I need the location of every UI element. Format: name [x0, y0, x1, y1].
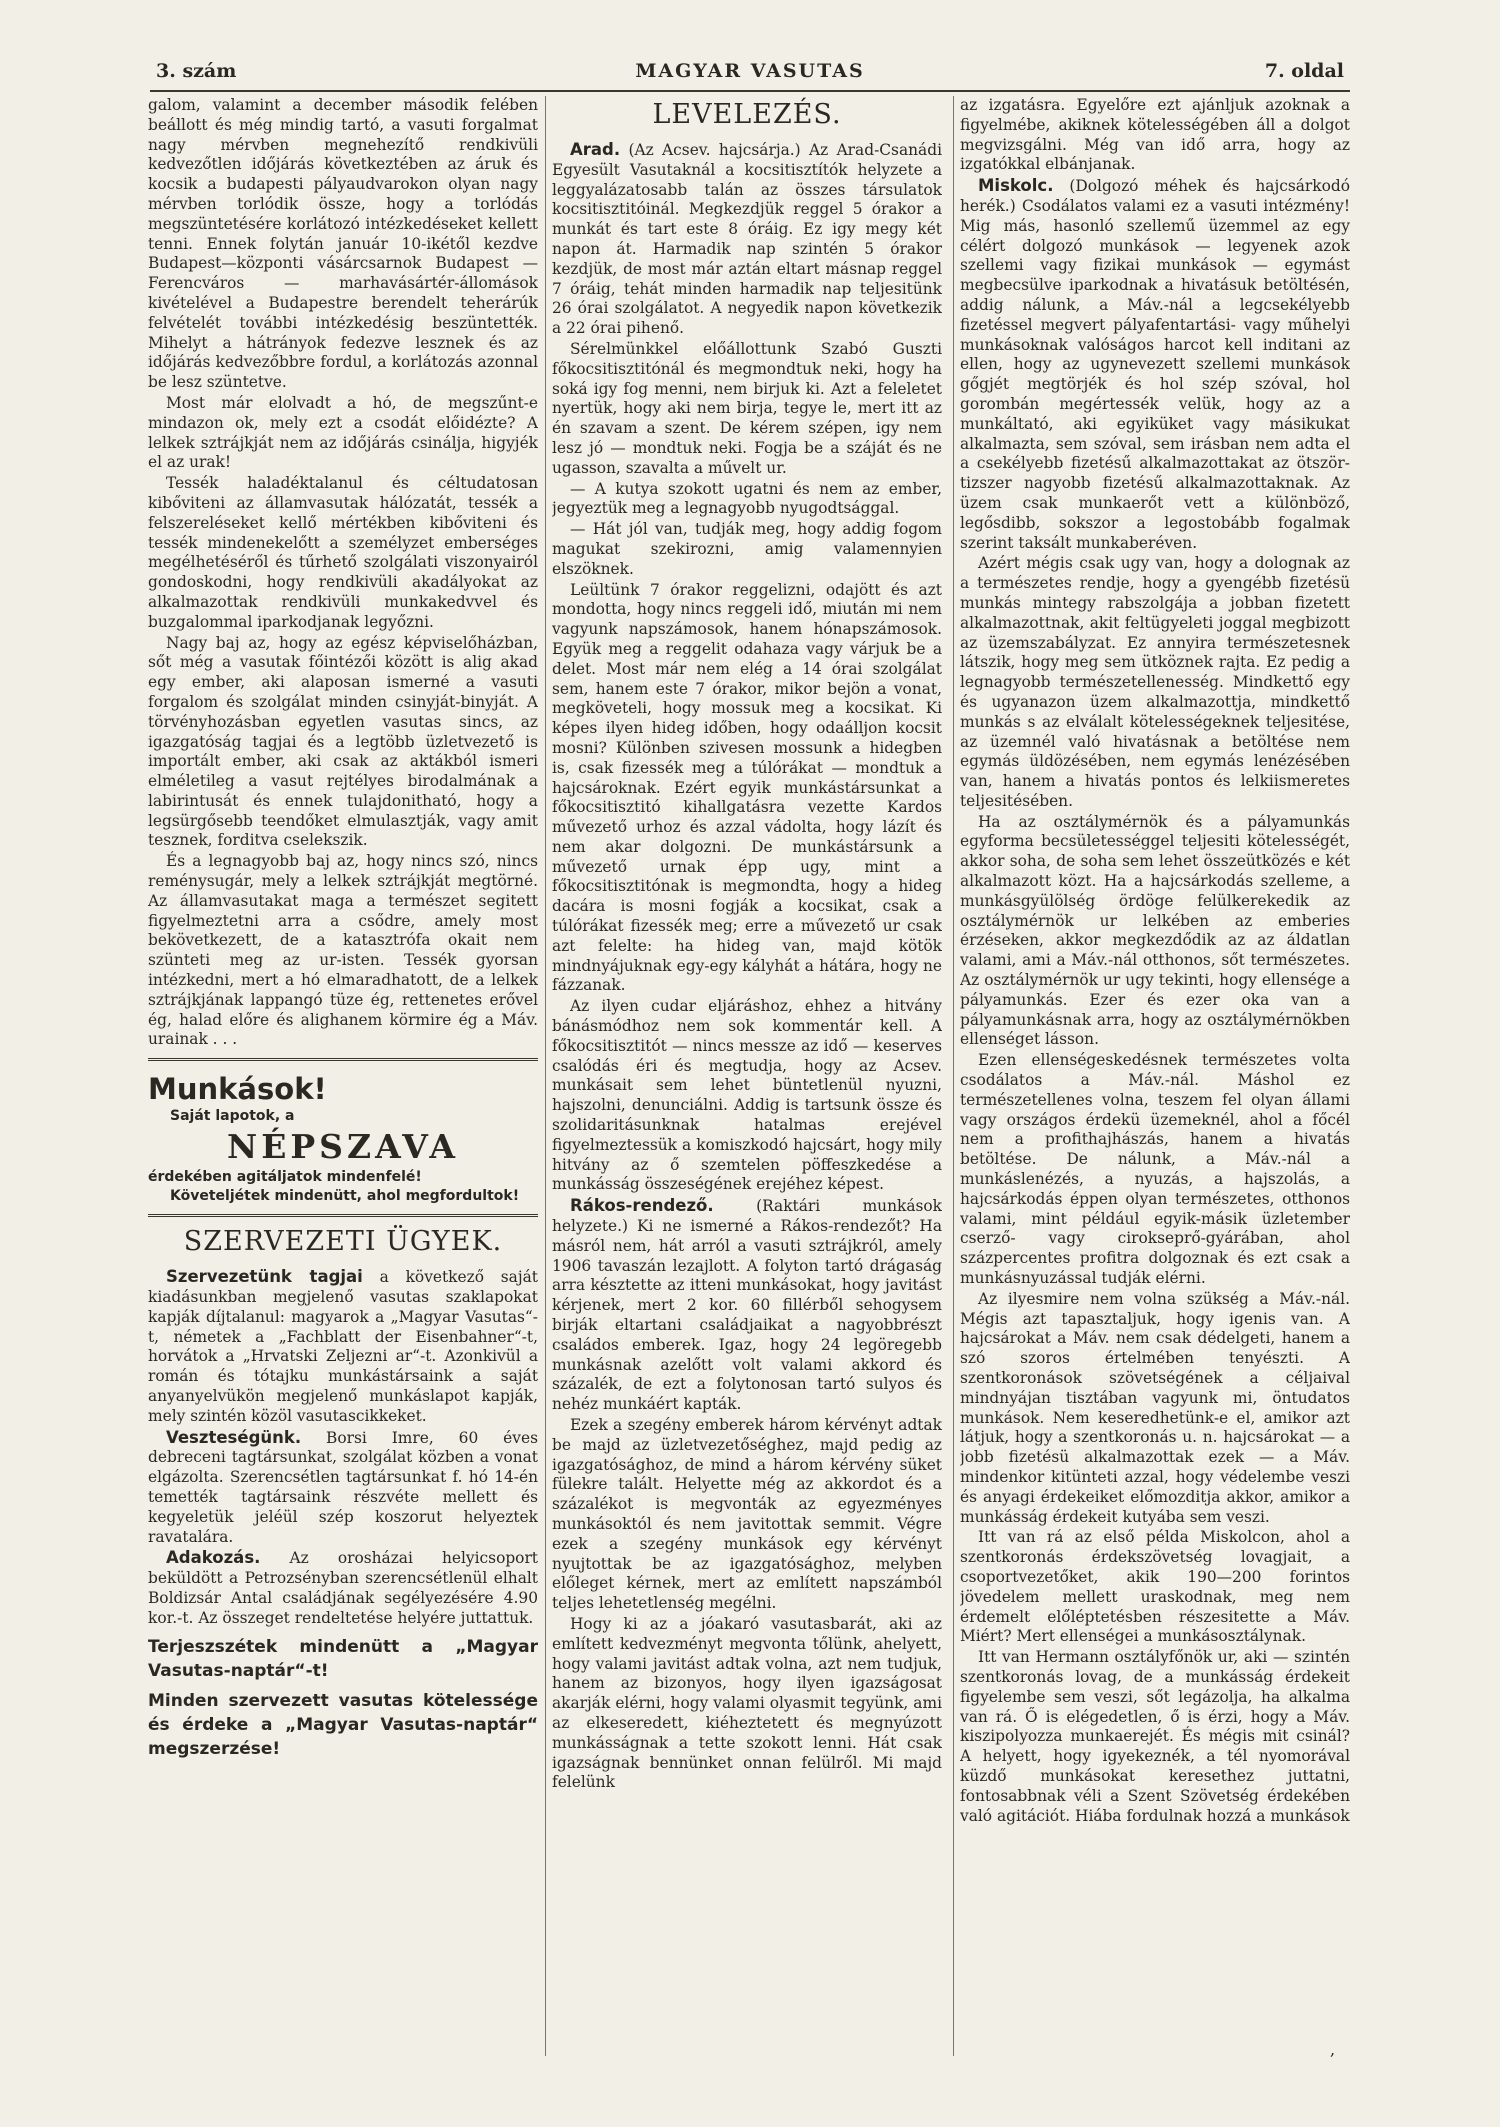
section-divider: [148, 1214, 538, 1217]
ad-headline: Munkások!: [148, 1072, 327, 1107]
item-body: (Az Acsev. hajcsárja.) Az Arad-Csanádi Egyesült Vasutaknál a kocsitisztítók helyzete a leggyalázatosabb talán az összes társulatok kocsitisztitóinál. Megkezdjük reggel 5 órakor a munkát és tart este 8 óráig. Ez igy megy két napon át. Harmadik nap szintén 5 órakor kezdjük, de most már aztán eltart másnap reggel 7 óráig, tehát minden harmadik nap teljesitünk 26 órai szolgálatot. A negyedik napon következik a 22 órai pihenő.: [552, 141, 942, 338]
page-number: 7. oldal: [1264, 60, 1344, 82]
column-rule: [545, 96, 546, 2056]
page-header: [150, 58, 1350, 92]
column-3: [960, 96, 1350, 2056]
article-paragraph: Ezen ellenségeskedésnek természetes volta csodálatos a Máv.-nál. Máshol ez természetellenes volna, teszem fel olyan állami vagy országos érdekü üzemeknél, ahol a főcél nem a profithajhászás, hanem a hivatás betöltése. De nálunk, a Máv.-nál a munkáslenézés, a nyuzás, a hajszolás, a hajcsárkodás éppen olyan természetes, otthonos valami, mint például egyik-másik üzletember cserző- vagy cirokseprő-gyárában, ahol százpercentes profitra dolgoznak és ezt csak a munkásnyuzással tudják elérni.: [960, 1051, 1350, 1288]
article-paragraph: És a legnagyobb baj az, hogy nincs szó, nincs reménysugár, mely a lelkek sztrájkját megtörné. Az államvasutakat maga a természet segitett figyelmeztetni arra a csődre, amely most bekövetkezett, de a katasztrófa okait nem szünteti meg az ur-isten. Tessék gyorsan intézkedni, mert a hó elmaradhatott, de a lelkek sztrájkjának lappangó tüze ég, rettenetes erővel ég, halad előre és alighanem körmire ég a Máv. urainak . . .: [148, 852, 538, 1049]
article-paragraph: az izgatásra. Egyelőre ezt ajánljuk azoknak a figyelmébe, akiknek kötelességében áll a dolgot megvizsgálni. Még van idő arra, hogy az izgatókkal elbánjanak.: [960, 96, 1350, 174]
article-paragraph: Azért mégis csak ugy van, hogy a dolognak az a természetes rendje, hogy a gyengébb fizetésü munkás mintegy rabszolgája a jobban fizetett alkalmazottnak, akit feltügyeleti joggal megbizott az üzemszabályzat. Ez annyira természetesnek látszik, hogy meg sem ütköznek rajta. Ez pedig a legnagyobb természetellenesség. Mindkettő egy és ugyanazon üzem alkalmazottja, mindkettő munkás s az elválalt kötelességeknek teljesitése, az üzemnél való hivatásnak a betöltése nem egymás üldözésében, nem egymás lenézésében van, hanem a hivatás pontos és lelkiismeretes teljesitésében.: [960, 554, 1350, 810]
ad-line: Saját lapotok, a: [170, 1108, 295, 1125]
item-body: a következő saját kiadásunkban megjelenő vasutas szaklapokat kapják díjtalanul: magyarok a „Magyar Vasutas“-t, németek a „Fachblatt der Eisenbahner“-t, horvátok a „Hrvatski Zeljezni ar“-t. Azonkivül a román és tótajku munkástársaink a saját anyanyelvükön megjelenő munkáslapot kapják, mely szintén közöl vasutascikkeket.: [148, 1268, 538, 1425]
article-paragraph: Az ilyen cudar eljáráshoz, ehhez a hitvány bánásmódhoz nem sok kommentár kell. A főkocsitisztitót — nincs messze az idő — keserves csalódás éri és megtudja, hogy az Acsev. munkásait sem lehet büntetlenül nyuzni, hajszolni, denunciálni. Addig is tartsunk össze és szolidaritásunknak hatalmas erejével figyelmeztessük a komiszkodó hajcsárt, hogy mily hitvány az ő szemtelen pöffeszkedése a munkásság összeségének erejéhez képest.: [552, 997, 942, 1194]
item-lead: Veszteségünk.: [166, 1427, 302, 1447]
section-heading: LEVELEZÉS.: [652, 99, 842, 130]
article-paragraph: Itt van rá az első példa Miskolcon, ahol a szentkoronás érdekszövetség lovagjait, a csoportvezetőket, akik 190—200 forintos jövedelem mellett uraskodnak, meg nem érdemelt előléptetésben részesitette a Máv. Miért? Mert ellenségei a munkásosztálynak.: [960, 1528, 1350, 1646]
item-lead: Szervezetünk tagjai: [166, 1267, 363, 1287]
article-paragraph: Hogy ki az a jóakaró vasutasbarát, aki az említett kedvezményt megvonta tőlünk, ahelyett, hogy valami javitást adtak volna, azt nem tudjuk, hanem az bizonyos, hogy ilyen igazságosat akarják elérni, hogy valami olyasmit tegyünk, ami az elkeseredett, kiéheztetett és megnyúzott munkásságnak a tette szokott lenni. Hát csak igazságnak bennünket onnan felülről. Mi majd felelünk: [552, 1614, 942, 1792]
column-2: [552, 96, 942, 2056]
item-body: (Raktári munkások helyzete.) Ki ne ismerné a Rákos-rendezőt? Ha másról nem, hát arról a vasuti sztrájkról, amely 1906 tavaszán lezajlott. A folyton tartó drágaság arra késztette az itteni munkásokat, hogy javitást kérjenek, mert 2 kor. 60 fillérből sehogysem birják eltartani családjaikat a nagyobbrészt családos emberek. Igaz, hogy 24 legöregebb munkásnak azelőtt volt valami akkord és százalék, de ezt a folytonosan tartó sulyos és nehéz munkáért kapták.: [552, 1197, 942, 1414]
item-lead: Adakozás.: [166, 1548, 261, 1568]
article-paragraph: — A kutya szokott ugatni és nem az ember, jegyeztük meg a legnagyobb nyugodtsággal.: [552, 479, 942, 518]
item-body: Borsi Imre, 60 éves debreceni tagtársunkat, szolgálat közben a vonat elgázolta. Szerencsétlen tagtársunkat f. hó 14-én temették tagtársaink részvéte mellett és kegyeletük jeléül szép koszorut helyeztek ravatalára.: [148, 1428, 538, 1546]
item-lead: Arad.: [570, 140, 621, 159]
article-paragraph: Nagy baj az, hogy az egész képviselőházban, sőt még a vasutak főintézői között is alig akad egy ember, aki alaposan ismerné a vasuti forgalom és szolgálat minden csinyját-binyját. A törvényhozásban egyetlen vasutas sincs, az igazgatóság tagjai és a legtöbb üzletvezető is importált ember, aki csak az aktákból ismeri elméletileg a vasut rejtélyes birodalmának a labirintusát és ennek tulajdonitható, hogy a legsürgősebb teendőket elmulasztják, vagy amit tesznek, forditva cselekszik.: [148, 633, 538, 850]
masthead-title: MAGYAR VASUTAS: [635, 60, 865, 82]
article-paragraph: Most már elolvadt a hó, de megszűnt-e mindazon ok, mely ezt a csodát előidézte? A lelkek sztrájkját nem az időjárás csinálja, higyjék el az urak!: [148, 393, 538, 472]
section-heading: SZERVEZETI ÜGYEK.: [183, 1226, 503, 1258]
article-paragraph: Leültünk 7 órakor reggelizni, odajött és azt mondotta, hogy nincs reggeli idő, miután mi nem vagyunk napszámosok, hanem hónapszámosok. Együk meg a reggelit odahaza vagy várjuk be a delet. Most már nem elég a 14 órai szolgálat sem, hanem este 7 órakor, mikor bejön a vonat, megköveteli, hogy mossuk meg a kocsikat. Ki képes ilyen hideg időben, hogy odaálljon kocsit mosni? Különben szivesen mossunk a hidegben is, csak fizessék meg a túlórákat — mondtuk a hajcsároknak. Ezért egyik munkástársunkat a főkocsitisztitó kihallgatásra vezette Kardos művezető urhoz és azzal vádolta, hogy lázít és nem akar dolgozni. De munkástársunk a művezető urnak épp ugy, mint a főkocsitisztitónak is megmondta, hogy a hideg dacára is mosni fogják a kocsikat, csak a túlórákat fizessék meg; erre a művezető ur csak azt felelte: ha hideg van, majd kötök mindnyájuknak egy-egy kályhát a hátára, hogy ne fázzanak.: [552, 580, 942, 995]
article-paragraph: — Hát jól van, tudják meg, hogy addig fogom magukat szekirozni, amig valamennyien elszöknek.: [552, 520, 942, 578]
ad-line: érdekében agitáljatok mindenfelé!: [148, 1169, 422, 1186]
article-paragraph: Itt van Hermann osztályfőnök ur, aki — szintén szentkoronás lovag, de a munkásság érdekeit figyelembe sem veszi, sőt legázolja, ha alkalma van rá. Ő is elégedetlen, ő is érzi, hogy a Máv. kiszipolyozza munkaerejét. És mégis mit csinál? A helyett, hogy igyekeznék, a tél nyomorával küzdő munkásokat keresethez juttatni, fontosabbnak véli a Szent Szövetség érdekében való agitációt. Hiába fordulnak hozzá a munkások: [960, 1648, 1350, 1825]
article-paragraph: Ha az osztálymérnök és a pályamunkás egyforma becsületességgel teljesiti kötelességét, akkor soha, de soha sem lehet összeütközés e két alkalmazott közt. Ha a hajcsárkodás szelleme, a munkásgyülölség ördöge felülkerekedik az osztálymérnök ur lelkében az emberies érzéseken, akkor megkezdődik az az áldatlan valami, ami a Máv.-nál otthonos, sőt természetes. Az osztálymérnök ur ugy tekinti, hogy ellensége a pályamunkás. Ezer és ezer oka van a pályamunkásnak arra, hogy az osztálymérnökben ellenséget lásson.: [960, 812, 1350, 1049]
article-paragraph: galom, valamint a december második felében beállott és még mindig tartó, a vasuti forgalmat nagy mérvben megnehezítő rendkivüli kedvezőtlen időjárás következtében az áruk és kocsik a budapesti pályaudvarokon olyan nagy mérvben torlódik össze, hogy a torlódás megszüntetésére korlátozó intézkedéseket kellett tenni. Ennek folytán január 10-ikétől kezdve Budapest—központi vásárcsarnok Budapest — Ferencváros — marhavásártér-állomások kivételével a Budapestre berendelt teherárúk felvételét további intézkedésig beszüntették. Mihelyt a hátrányok fedezve lesznek és az időjárás kedvezőbbre fordul, a korlátozás azonnal be lesz szüntetve.: [148, 96, 538, 392]
ad-line: Követeljétek mindenütt, ahol megfordultok!: [170, 1188, 520, 1205]
item-body: (Dolgozó méhek és hajcsárkodó herék.) Csodálatos valami ez a vasuti intézmény! Mig más, hasonló szellemű üzemmel az egy célért dolgozó munkások — legyenek azok szellemi vagy fizikai munkások — egymást megbecsülve iparkodnak a hivatásuk betöltésén, addig nálunk, a Máv.-nál a legcsekélyebb fizetéssel megvert pályafentartási- vagy műhelyi munkásoknak valóságos harcot kell inditani az ellen, hogy az ugynevezett szellemi munkások gőgjét megtörjék és hol szép szóval, hol gorombán megértessék velük, hogy az a munkáltató, aki egyiküket vagy másikukat alkalmazta, sem szóval, sem irásban nem adta el a csekélyebb fizetésű alkalmazottakat az ötször-tizszer nagyobb fizetésű alkalmazottaknak. Az üzem csak munkaerőt vett a különböző, legősdibb, sokszor a legostobább fogalmak szerint taksált munkaberéven.: [960, 177, 1350, 552]
item-lead: Miskolc.: [978, 176, 1054, 196]
column-1: [148, 96, 538, 2056]
article-paragraph: Tessék haladéktalanul és céltudatosan kibőviteni az államvasutak hálózatát, tessék a felszereléseket kellő mértékben kibőviteni és tessék mindenekelőtt a személyzet emberséges megélhetéséről és tűrhető szolgálati viszonyairól gondoskodni, hogy rendkivüli akadályokat az alkalmazottak rendkivüli munkakedvvel és buzgalommal iparkodjanak legyőzni.: [148, 474, 538, 631]
article-paragraph: Ezek a szegény emberek három kérvényt adtak be majd az üzletvezetőséghez, majd pedig az igazgatósághoz, de mind a három kérvény süket fülekre talált. Helyette még az akkordot és a százalékot is megvonták az egyezményes munkásoktól és nem javitottak semmit. Végre ezek a szegény munkások egy kérvényt nyujtottak be az igazgatósághoz, melyben előleget kérnek, mert az említett napszámból teljes lehetetlenség megélni.: [552, 1416, 942, 1613]
item-body: Az orosházai helyicsoport beküldött a Petrozsényban szerencsétlenül elhalt Boldizsár Antal családjának segélyezésére 4.90 kor.-t. Az összeget rendeltetése helyére juttattuk.: [148, 1549, 538, 1627]
issue-number: 3. szám: [156, 60, 237, 82]
column-rule: [953, 96, 954, 2056]
page-mark: ,: [1330, 2040, 1336, 2059]
promo-line: Minden szervezett vasutas kötelessége és érdeke a „Magyar Vasutas-naptár“ megszerzése!: [148, 1690, 538, 1759]
article-paragraph: Az ilyesmire nem volna szükség a Máv.-nál. Mégis azt tapasztaljuk, hogy igenis van. A hajcsárokat a Máv. nem csak dédelgeti, hanem a szó szoros értelmében tenyészti. A szentkoronások szövetségének a céljaival mindnyájan tisztában vagyunk mi, öntudatos munkások. Nem keseredhetünk-e el, amikor azt látjuk, hogy a szentkoronás u. n. hajcsárokat — a jobb fizetésü alkalmazottak ezek — a Máv. mindenkor kitünteti azzal, hogy védelembe veszi és anyagi érdekeiket előmozditja akkor, amikor a munkásság érdekeit kutyába sem veszi.: [960, 1289, 1350, 1526]
promo-line: Terjeszszétek mindenütt a „Magyar Vasutas-naptár“-t!: [148, 1636, 538, 1681]
ad-newspaper-name: NÉPSZAVA: [227, 1127, 459, 1167]
item-lead: Rákos-rendező.: [570, 1196, 714, 1216]
section-divider: [148, 1058, 538, 1061]
article-paragraph: Sérelmünkkel előállottunk Szabó Guszti főkocsitisztitónál és megmondtuk neki, hogy ha soká igy fog menni, nem birjuk ki. Azt a feleletet nyertük, hogy aki nem birja, tegye le, mert itt az én szavam a szent. De kérem szépen, igy nem lesz jó — mondtuk neki. Fogja be a száját és ne ugasson, szavalta a művelt ur.: [552, 339, 942, 477]
